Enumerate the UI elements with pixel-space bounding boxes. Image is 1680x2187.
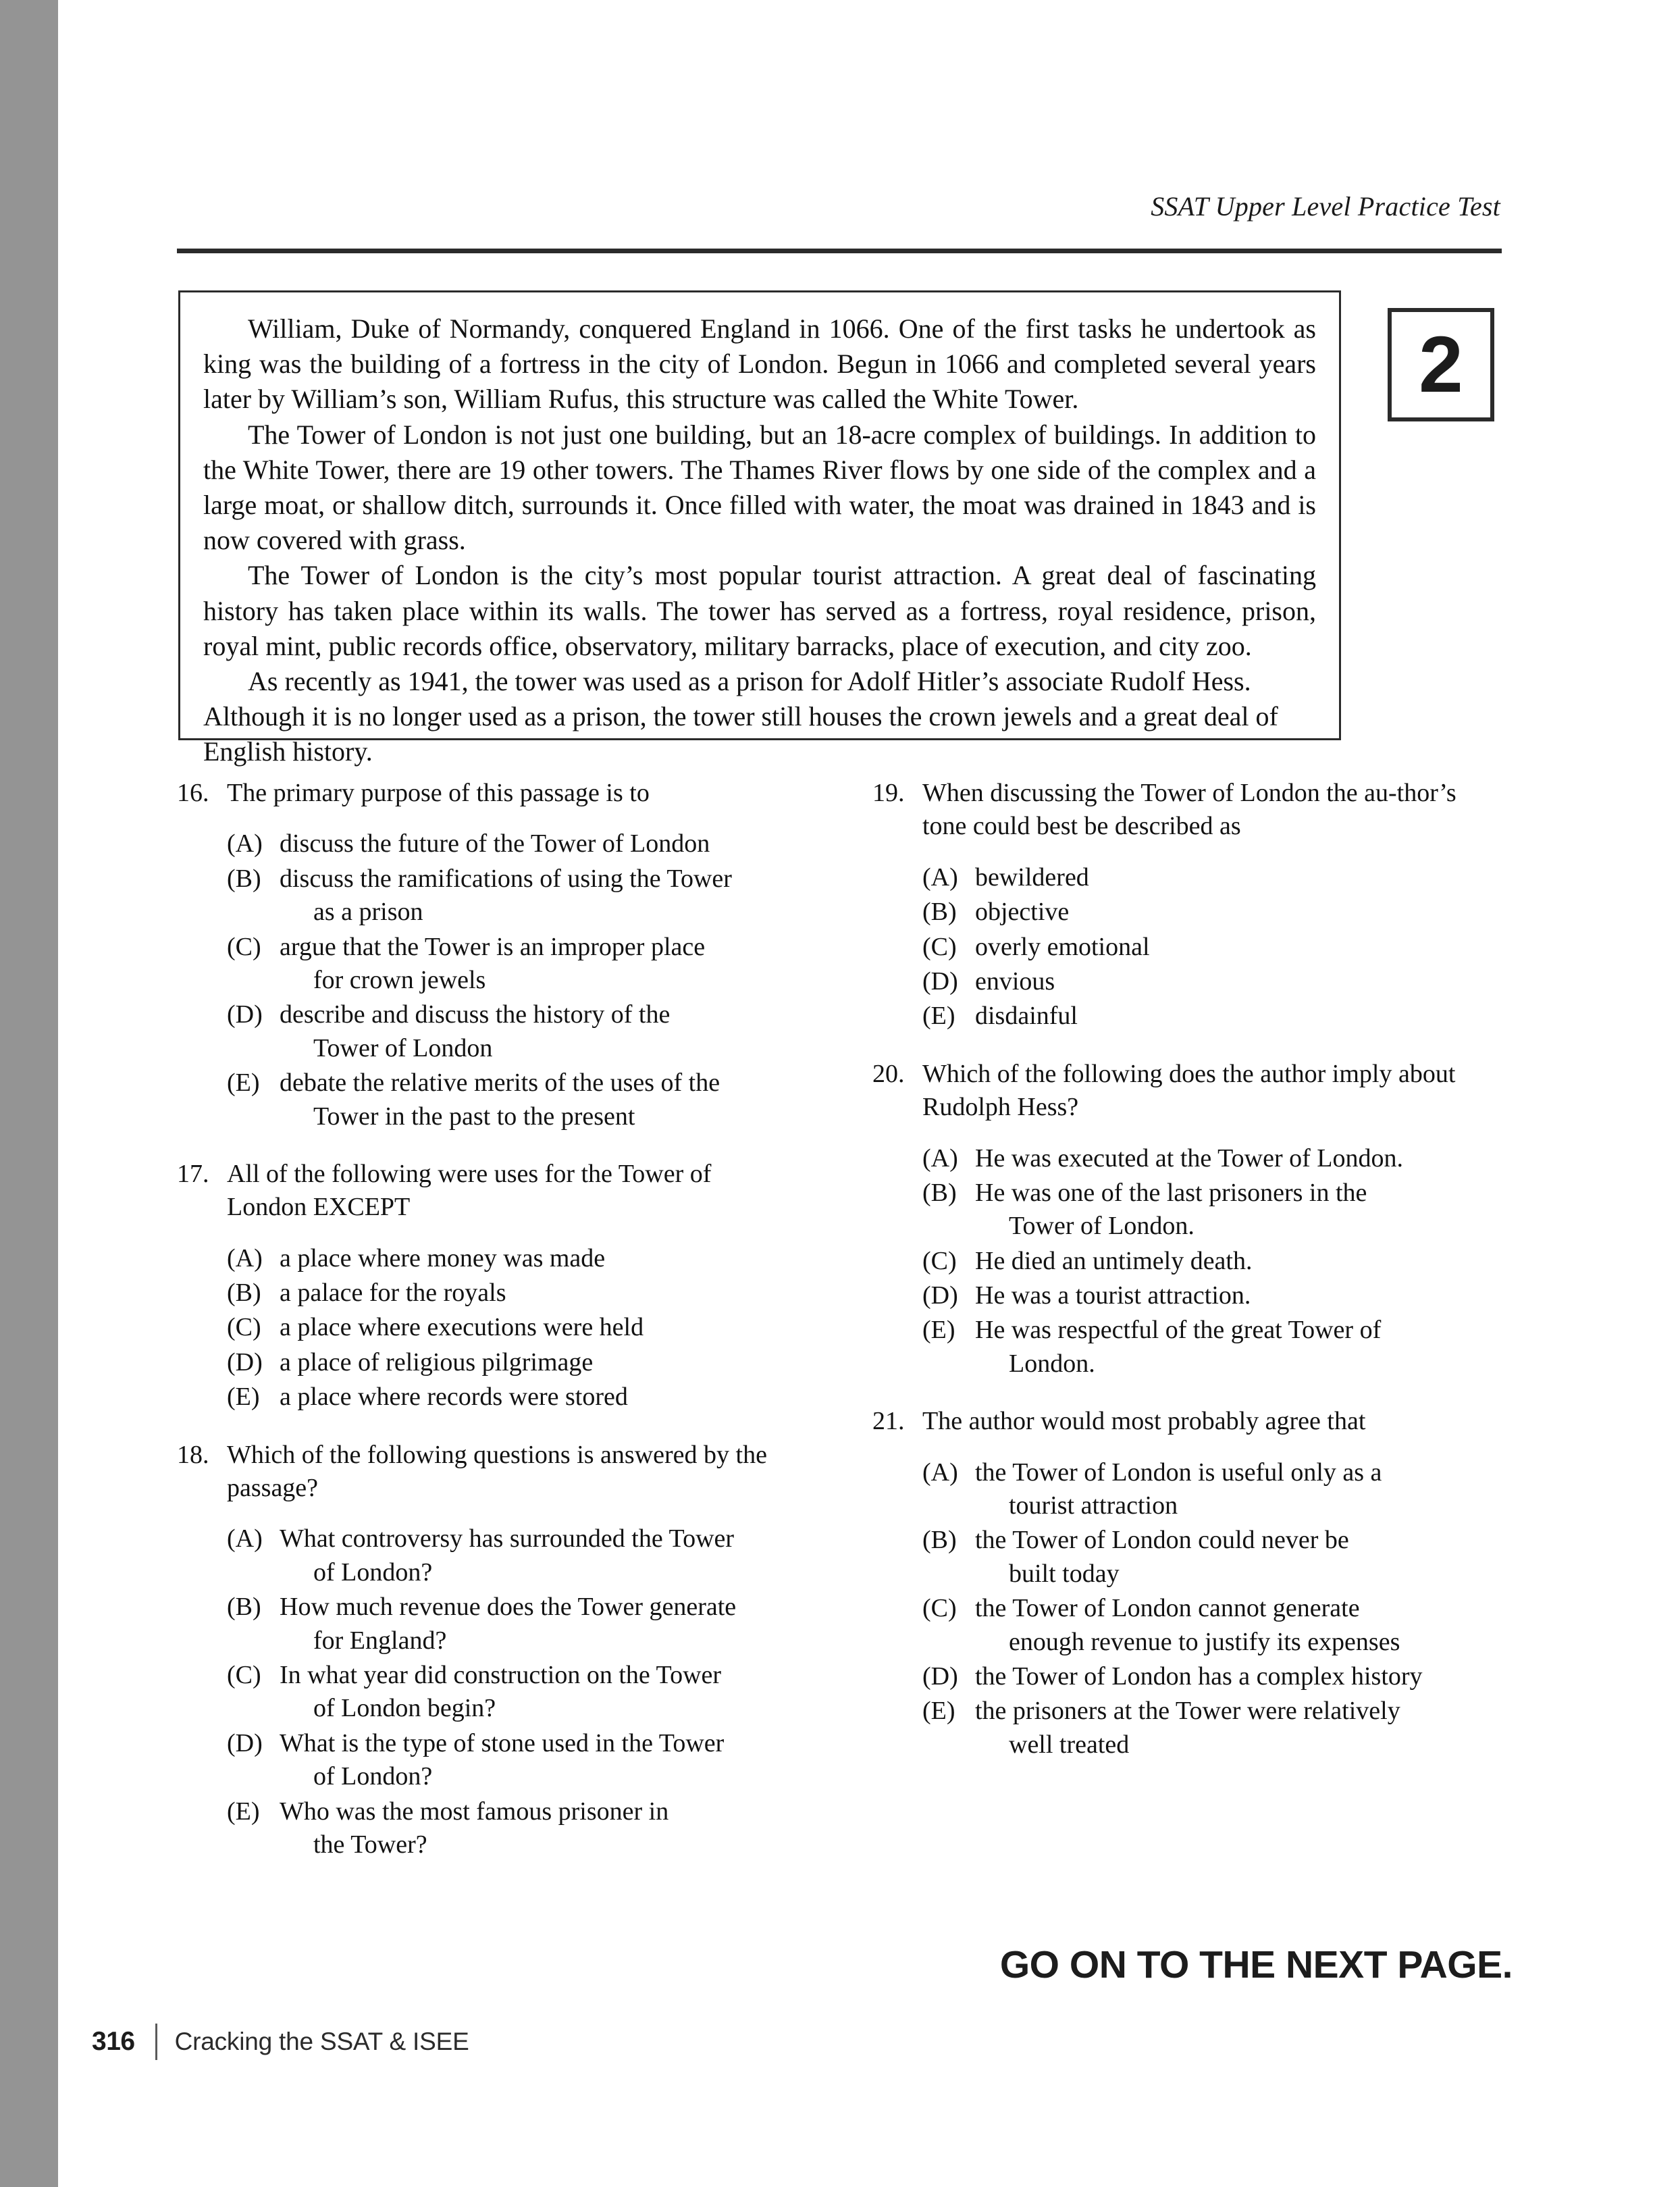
answer-choice-letter: (A) xyxy=(922,1458,958,1487)
answer-choice-text: What is the type of stone used in the Tower of London? xyxy=(280,1727,785,1794)
answer-choice-letter: (B) xyxy=(227,1593,261,1622)
answer-choice-list xyxy=(922,1142,1480,1381)
answer-choice[interactable] xyxy=(922,1456,1480,1523)
answer-choice[interactable] xyxy=(227,1346,785,1379)
answer-choice[interactable] xyxy=(227,1727,785,1794)
footer-page-number: 316 xyxy=(92,2027,135,2056)
answer-choice-text-continuation: enough revenue to justify its expenses xyxy=(1009,1627,1400,1656)
answer-choice-letter: (A) xyxy=(227,829,263,858)
question-number: 17. xyxy=(177,1159,209,1188)
answer-choice-letter: (C) xyxy=(922,1594,957,1623)
answer-choice-text-continuation: Tower of London xyxy=(313,1033,493,1062)
question-item xyxy=(177,1158,785,1414)
answer-choice-text: How much revenue does the Tower generate for England? xyxy=(280,1591,785,1657)
answer-choice-letter: (A) xyxy=(227,1524,263,1553)
answer-choice-text-continuation: as a prison xyxy=(313,898,423,927)
question-stem-row xyxy=(872,777,1480,844)
question-column-right xyxy=(872,777,1480,1786)
answer-choice-letter: (A) xyxy=(922,863,958,892)
answer-choice-text: He died an untimely death. xyxy=(975,1246,1253,1275)
question-column-left xyxy=(177,777,785,1886)
answer-choice-text: He was respectful of the great Tower of London. xyxy=(975,1314,1480,1381)
answer-choice-text-continuation: of London begin? xyxy=(313,1694,496,1723)
answer-choice[interactable] xyxy=(227,1522,785,1589)
answer-choice-letter: (C) xyxy=(922,932,957,961)
question-stem-row xyxy=(177,777,785,810)
answer-choice-text: debate the relative merits of the uses of the Tower in the past to the present xyxy=(280,1066,785,1133)
answer-choice-letter: (B) xyxy=(227,1279,261,1308)
answer-choice-letter: (C) xyxy=(922,1246,957,1275)
answer-choice-letter: (A) xyxy=(922,1143,958,1173)
answer-choice-letter: (E) xyxy=(922,1002,955,1031)
question-stem-text: All of the following were uses for the Tower of London EXCEPT xyxy=(227,1159,712,1222)
answer-choice-letter: (A) xyxy=(227,1243,263,1272)
question-item xyxy=(872,1058,1480,1381)
answer-choice[interactable] xyxy=(922,1592,1480,1659)
answer-choice[interactable] xyxy=(227,1311,785,1344)
page-spine-bar xyxy=(0,0,58,2187)
footer-divider xyxy=(155,2024,157,2060)
answer-choice-text-continuation: built today xyxy=(1009,1559,1120,1588)
answer-choice-text: He was one of the last prisoners in the Tower of London. xyxy=(975,1177,1480,1243)
answer-choice[interactable] xyxy=(227,827,785,860)
question-number: 21. xyxy=(872,1407,905,1436)
answer-choice[interactable] xyxy=(227,1277,785,1310)
answer-choice[interactable] xyxy=(227,1795,785,1862)
answer-choice[interactable] xyxy=(227,1381,785,1414)
answer-choice-text: objective xyxy=(975,898,1070,927)
answer-choice-text: the Tower of London cannot generate enough revenue to justify its expenses xyxy=(975,1592,1480,1659)
answer-choice-letter: (D) xyxy=(922,967,958,996)
header-rule xyxy=(177,249,1502,253)
answer-choice[interactable] xyxy=(922,1524,1480,1591)
answer-choice-letter: (D) xyxy=(227,1728,263,1757)
answer-choice[interactable] xyxy=(922,1279,1480,1312)
answer-choice-letter: (D) xyxy=(227,1347,263,1376)
question-stem-text: Which of the following questions is answered by the passage? xyxy=(227,1440,767,1503)
answer-choice-text: the Tower of London has a complex history xyxy=(975,1662,1423,1691)
answer-choice-text: In what year did construction on the Tower of London begin? xyxy=(280,1659,785,1726)
answer-choice[interactable] xyxy=(922,1314,1480,1381)
answer-choice[interactable] xyxy=(227,1066,785,1133)
answer-choice-text: envious xyxy=(975,967,1055,996)
answer-choice-text: describe and discuss the history of the Tower of London xyxy=(280,998,785,1065)
answer-choice-letter: (C) xyxy=(227,932,261,961)
answer-choice-text: What controversy has surrounded the Tower of London? xyxy=(280,1522,785,1589)
question-stem-text: The author would most probably agree that xyxy=(922,1407,1366,1436)
answer-choice-text-continuation: well treated xyxy=(1009,1730,1130,1759)
footer-book-title: Cracking the SSAT & ISEE xyxy=(174,2028,469,2055)
answer-choice-text: disdainful xyxy=(975,1002,1078,1031)
answer-choice-letter: (D) xyxy=(227,1000,263,1029)
answer-choice[interactable] xyxy=(922,1245,1480,1278)
answer-choice-list xyxy=(922,861,1480,1033)
answer-choice[interactable] xyxy=(922,965,1480,998)
passage-paragraph: The Tower of London is not just one building, but an 18-acre complex of buildings. In addition to the White Tower, there are 19 other towers. The Thames River flows by one side of the complex and a large moat, or shallow ditch, surrounds it. Once filled with water, the moat was drained in 1843 and is now covered with grass. xyxy=(203,419,1316,556)
answer-choice-text: the prisoners at the Tower were relatively well treated xyxy=(975,1695,1480,1761)
section-number-label: 2 xyxy=(1419,320,1463,409)
answer-choice-list xyxy=(922,1456,1480,1762)
answer-choice-letter: (E) xyxy=(922,1316,955,1345)
answer-choice-text: discuss the ramifications of using the Tower as a prison xyxy=(280,863,785,929)
answer-choice[interactable] xyxy=(227,998,785,1065)
question-number: 19. xyxy=(872,779,905,807)
answer-choice-text: the Tower of London could never be built today xyxy=(975,1524,1480,1591)
answer-choice-letter: (E) xyxy=(227,1069,260,1098)
answer-choice[interactable] xyxy=(922,896,1480,929)
answer-choice-letter: (D) xyxy=(922,1281,958,1310)
question-stem-row xyxy=(872,1405,1480,1438)
answer-choice-text: argue that the Tower is an improper place for crown jewels xyxy=(280,931,785,998)
go-on-banner: GO ON TO THE NEXT PAGE. xyxy=(999,1943,1513,1986)
answer-choice[interactable] xyxy=(227,931,785,998)
answer-choice[interactable] xyxy=(922,1000,1480,1033)
answer-choice-letter: (C) xyxy=(227,1660,261,1689)
passage-paragraph: As recently as 1941, the tower was used as a prison for Adolf Hitler’s associate Rudolf Hess. Although it is no longer used as a prison, the tower still houses the crown jewels and a great deal of English history. xyxy=(203,665,1278,767)
answer-choice-text: a place where money was made xyxy=(280,1243,606,1272)
answer-choice-text: Who was the most famous prisoner in the Tower? xyxy=(280,1795,785,1862)
answer-choice-letter: (B) xyxy=(922,898,957,927)
answer-choice[interactable] xyxy=(227,863,785,929)
question-stem-row xyxy=(872,1058,1480,1125)
question-item xyxy=(872,1405,1480,1761)
answer-choice-letter: (D) xyxy=(922,1662,958,1691)
answer-choice-text: He was executed at the Tower of London. xyxy=(975,1143,1403,1173)
answer-choice-text: He was a tourist attraction. xyxy=(975,1281,1251,1310)
answer-choice-text-continuation: of London? xyxy=(313,1762,433,1791)
answer-choice-letter: (C) xyxy=(227,1313,261,1342)
question-stem-text: When discussing the Tower of London the au-thor’s tone could best be described as xyxy=(922,779,1456,841)
section-number-box xyxy=(1388,308,1494,421)
answer-choice-list xyxy=(227,1242,785,1414)
answer-choice-text-continuation: for crown jewels xyxy=(313,965,486,994)
answer-choice-letter: (B) xyxy=(227,864,261,893)
answer-choice[interactable] xyxy=(922,1177,1480,1243)
question-item xyxy=(177,1439,785,1862)
answer-choice-letter: (B) xyxy=(922,1526,957,1555)
answer-choice-text-continuation: for England? xyxy=(313,1626,447,1655)
question-stem-text: The primary purpose of this passage is to xyxy=(227,779,650,807)
running-head: SSAT Upper Level Practice Test xyxy=(1151,191,1500,222)
answer-choice[interactable] xyxy=(227,1591,785,1657)
answer-choice-list xyxy=(227,1522,785,1861)
answer-choice-list xyxy=(227,827,785,1133)
passage-paragraph: William, Duke of Normandy, conquered England in 1066. One of the first tasks he undertook as king was the building of a fortress in the city of London. Begun in 1066 and completed several years later by William’s son, William Rufus, this structure was called the White Tower. xyxy=(203,313,1316,415)
question-stem-row xyxy=(177,1158,785,1225)
answer-choice-text-continuation: Tower in the past to the present xyxy=(313,1102,635,1131)
answer-choice-letter: (E) xyxy=(227,1383,260,1412)
answer-choice[interactable] xyxy=(227,1659,785,1726)
answer-choice-text: a place where executions were held xyxy=(280,1313,644,1342)
answer-choice-text: a place of religious pilgrimage xyxy=(280,1347,594,1376)
answer-choice-text: a palace for the royals xyxy=(280,1279,506,1308)
answer-choice-text-continuation: the Tower? xyxy=(313,1830,427,1859)
page-footer xyxy=(92,2024,469,2060)
answer-choice-text-continuation: tourist attraction xyxy=(1009,1491,1178,1520)
answer-choice[interactable] xyxy=(922,861,1480,894)
passage-paragraph: The Tower of London is the city’s most popular tourist attraction. A great deal of fascinating history has taken place within its walls. The tower has served as a fortress, royal residence, prison, royal mint, public records office, observatory, military barracks, place of execution, and city zoo. xyxy=(203,560,1316,661)
answer-choice-letter: (E) xyxy=(922,1697,955,1726)
answer-choice-text: discuss the future of the Tower of London xyxy=(280,829,710,858)
answer-choice-text-continuation: of London? xyxy=(313,1558,433,1587)
question-item xyxy=(177,777,785,1133)
question-number: 16. xyxy=(177,779,209,807)
answer-choice-text: a place where records were stored xyxy=(280,1383,628,1412)
question-item xyxy=(872,777,1480,1033)
answer-choice[interactable] xyxy=(922,1660,1480,1693)
question-number: 20. xyxy=(872,1059,905,1088)
question-number: 18. xyxy=(177,1440,209,1469)
answer-choice[interactable] xyxy=(922,1695,1480,1761)
answer-choice[interactable] xyxy=(922,931,1480,964)
answer-choice-text-continuation: Tower of London. xyxy=(1009,1212,1195,1241)
answer-choice[interactable] xyxy=(922,1142,1480,1175)
question-stem-row xyxy=(177,1439,785,1506)
answer-choice-text-continuation: London. xyxy=(1009,1349,1095,1378)
question-stem-text: Which of the following does the author imply about Rudolph Hess? xyxy=(922,1059,1456,1122)
answer-choice[interactable] xyxy=(227,1242,785,1275)
answer-choice-letter: (B) xyxy=(922,1178,957,1207)
answer-choice-text: overly emotional xyxy=(975,932,1150,961)
answer-choice-letter: (E) xyxy=(227,1797,260,1826)
reading-passage-box xyxy=(178,290,1341,767)
answer-choice-text: the Tower of London is useful only as a tourist attraction xyxy=(975,1456,1480,1523)
answer-choice-text: bewildered xyxy=(975,863,1089,892)
